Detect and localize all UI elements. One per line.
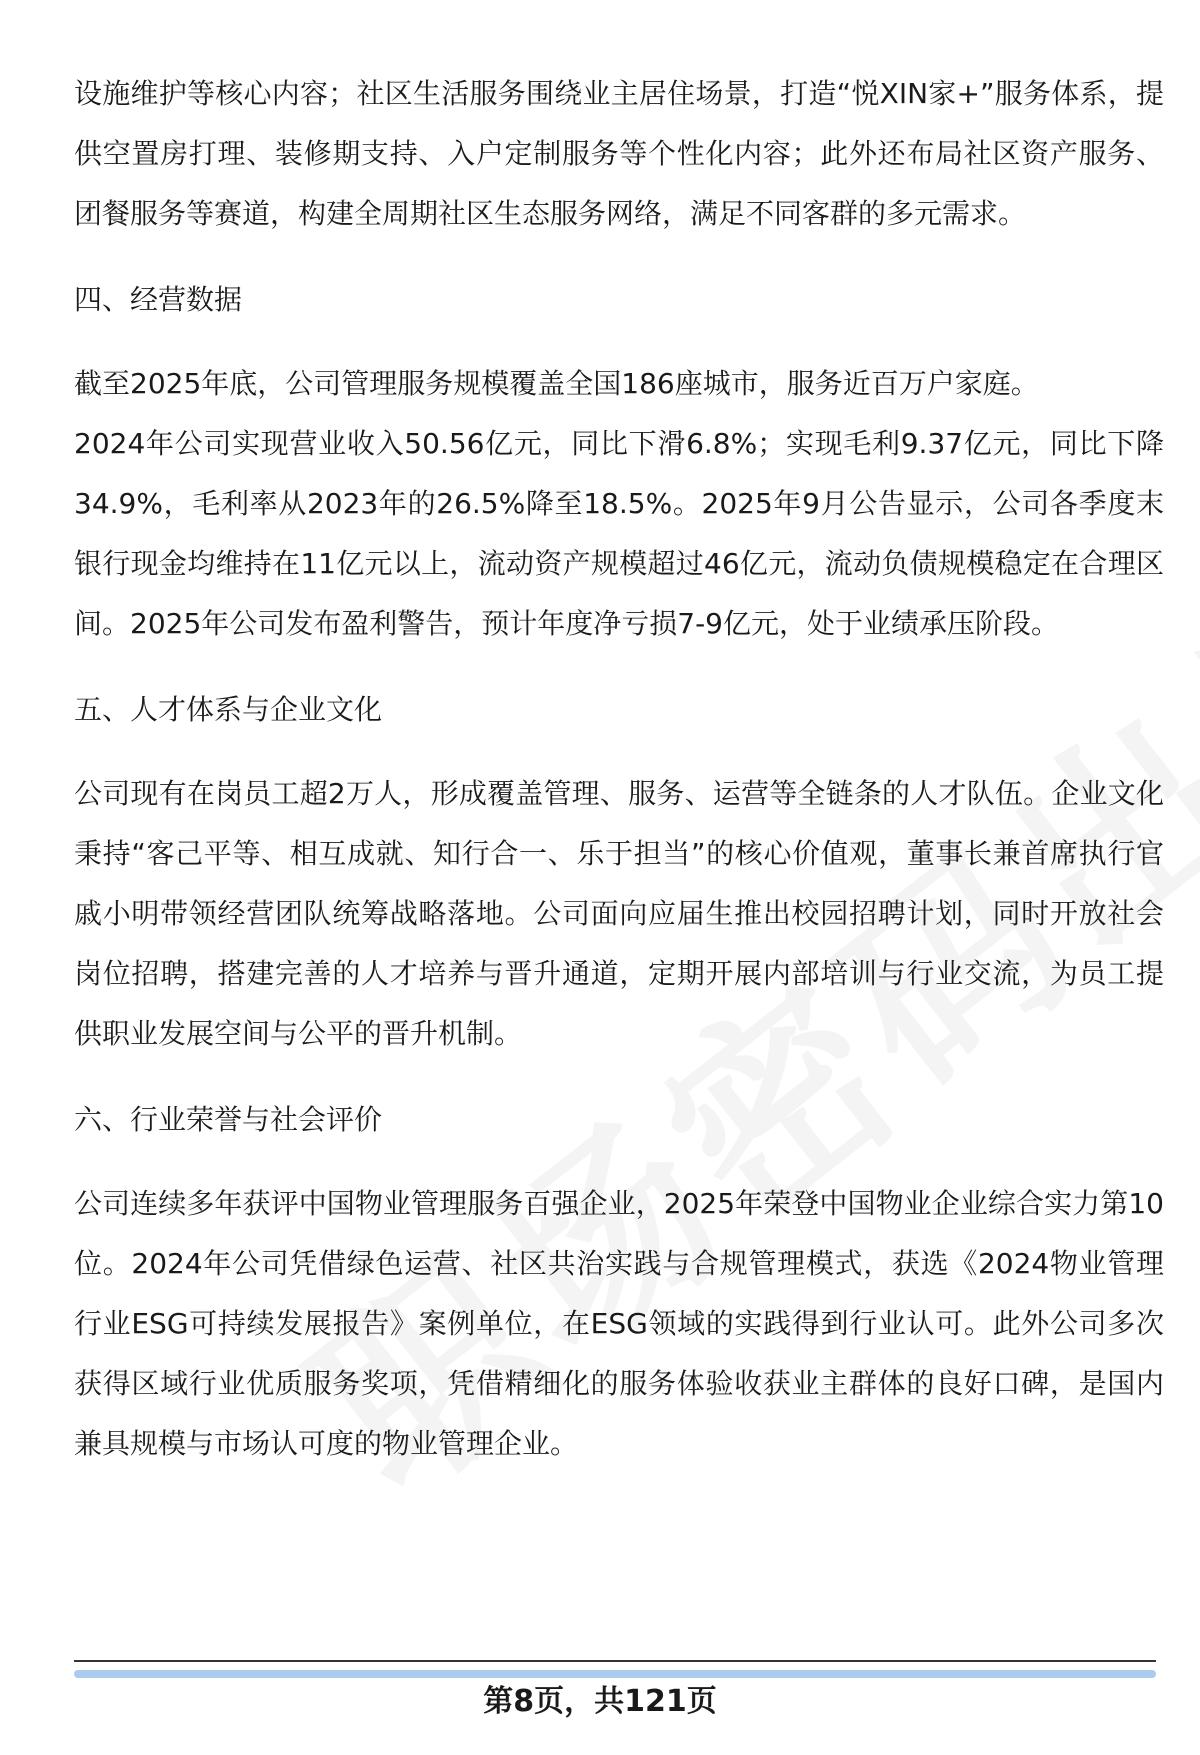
talent-culture-paragraph: 公司现有在岗员工超2万人，形成覆盖管理、服务、运营等全链条的人才队伍。企业文化秉持“客己平等、相互成就、知行合一、乐于担当”的核心价值观，董事长兼首席执行官戚小明带领经营团队统筹战略落地。公司面向应届生推出校园招聘计划，同时开放社会岗位招聘，搭建完善的人才培养与晋升通道，定期开展内部培训与行业交流，为员工提供职业发展空间与公平的晋升机制。 — [74, 777, 1164, 1050]
operating-data-paragraph-1: 截至2025年底，公司管理服务规模覆盖全国186座城市，服务近百万户家庭。 — [74, 367, 1039, 400]
page-number: 第8页，共121页 — [483, 1684, 717, 1719]
document-body — [74, 64, 1164, 1474]
operating-data-paragraph-2: 2024年公司实现营业收入50.56亿元，同比下滑6.8%；实现毛利9.37亿元，同比下降34.9%，毛利率从2023年的26.5%降至18.5%。2025年9月公告显示，公司各季度末银行现金均维持在11亿元以上，流动资产规模超过46亿元，流动负债规模稳定在合理区间。2025年公司发布盈利警告，预计年度净亏损7-9亿元，处于业绩承压阶段。 — [74, 427, 1164, 640]
section-heading-talent-culture: 五、人才体系与企业文化 — [74, 693, 383, 726]
section-heading-honors: 六、行业荣誉与社会评价 — [74, 1103, 383, 1136]
footer-divider — [74, 1660, 1156, 1662]
intro-paragraph: 设施维护等核心内容；社区生活服务围绕业主居住场景，打造“悦XIN家+”服务体系，提供空置房打理、装修期支持、入户定制服务等个性化内容；此外还布局社区资产服务、团餐服务等赛道，构建全周期社区生态服务网络，满足不同客群的多元需求。 — [74, 77, 1164, 230]
honors-paragraph: 公司连续多年获评中国物业管理服务百强企业，2025年荣登中国物业企业综合实力第10位。2024年公司凭借绿色运营、社区共治实践与合规管理模式，获选《2024物业管理行业ESG可持续发展报告》案例单位，在ESG领域的实践得到行业认可。此外公司多次获得区域行业优质服务奖项，凭借精细化的服务体验收获业主群体的良好口碑，是国内兼具规模与市场认可度的物业管理企业。 — [74, 1187, 1164, 1460]
section-heading-operating-data: 四、经营数据 — [74, 283, 243, 316]
